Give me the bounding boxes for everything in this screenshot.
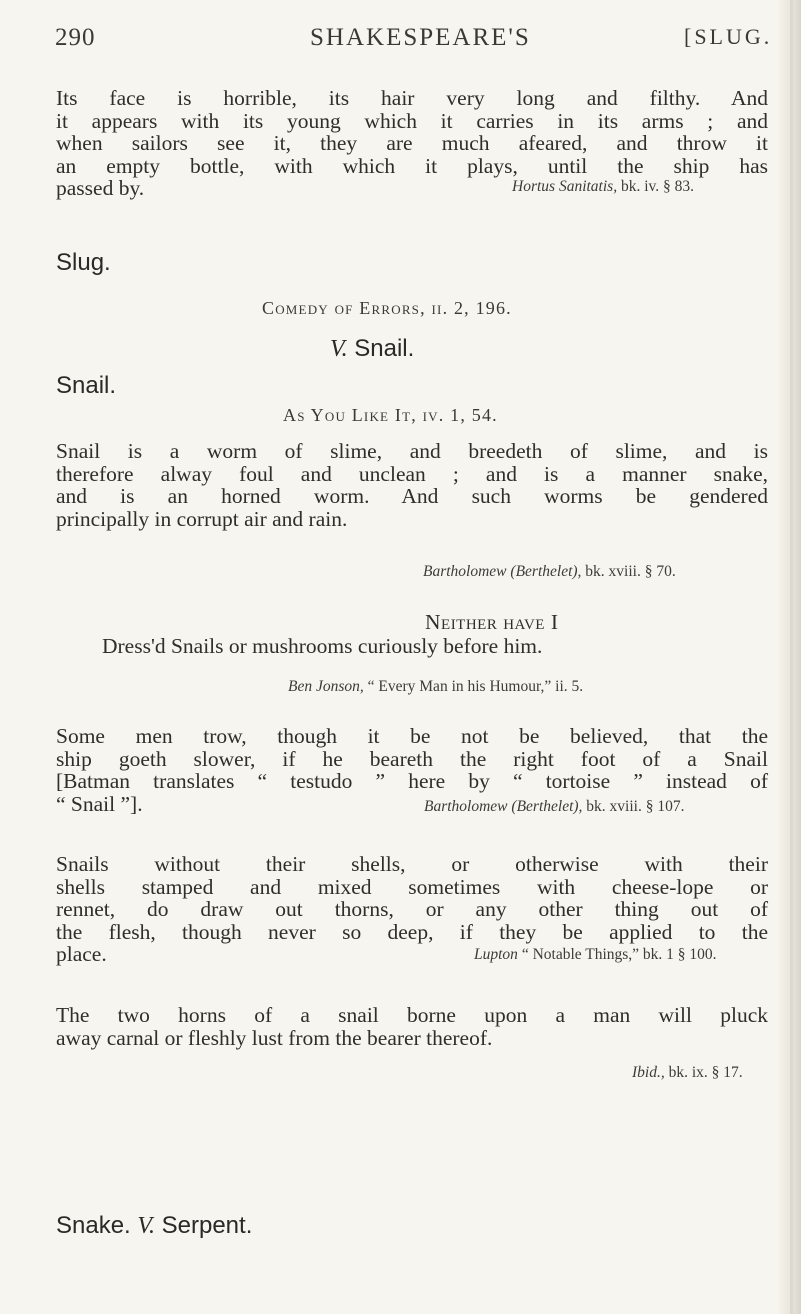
snake-heading: Snake. [56, 1212, 131, 1239]
quote-line: it appears with its young which it carries in its arms ; and [56, 108, 768, 133]
quote-line: and is an horned worm. And such worms be gendered [56, 484, 768, 508]
cite-ref: bk. xviii. § 70. [585, 563, 676, 580]
quote-line: shells stamped and mixed sometimes with cheese-lope or [56, 874, 768, 899]
quote-line: therefore alway foul and unclean ; and is a manner snake, [56, 461, 768, 486]
quote-line: Some men trow, though it be not be believed, that the [56, 724, 768, 748]
see-also-reference [330, 335, 414, 363]
cite-paren: (Berthelet), [511, 798, 583, 815]
snail-quote-1 [56, 440, 768, 530]
page-edge-shadow [790, 0, 793, 1314]
citation [423, 563, 676, 581]
quote-line: rennet, do draw out thorns, or any other thing out of [56, 897, 768, 921]
cite-paren: (Berthelet), [510, 563, 582, 580]
quote-line: place. [56, 942, 107, 966]
quote-line: an empty bottle, with which it plays, until the ship has [56, 153, 768, 178]
entry-heading-snake [56, 1212, 252, 1240]
cite-source: Bartholomew [424, 798, 508, 815]
verse-line: Dress'd Snails or mushrooms curiously before him. [102, 634, 543, 658]
cite-source: Ben Jonson, [288, 678, 364, 695]
citation [474, 946, 717, 964]
cite-ref: bk. iv. § 83. [620, 178, 695, 195]
quote-line: principally in corrupt air and rain. [56, 506, 348, 531]
citation [424, 798, 684, 816]
quote-line: the flesh, though never so deep, if they be applied to the [56, 919, 768, 944]
running-title: SHAKESPEARE'S [310, 24, 531, 51]
vide-abbr: V. [137, 1213, 155, 1239]
quote-line: Its face is horrible, its hair very long and filthy. And [56, 86, 768, 110]
quote-line: [Batman translates “ testudo ” here by “ tortoise ” instead of [56, 769, 768, 793]
see-also-word: Snail. [354, 335, 415, 362]
quote-line: Snail is a worm of slime, and breedeth of slime, and is [56, 439, 768, 463]
citation [512, 178, 694, 196]
entry-heading-snail: Snail. [56, 372, 117, 399]
citation [288, 678, 583, 696]
quote-line: Snails without their shells, or otherwise with their [56, 852, 768, 876]
vide-abbr: V. [330, 336, 348, 362]
cite-ref: bk. ix. § 17. [668, 1064, 743, 1081]
cite-source: Bartholomew [423, 563, 507, 580]
citation [632, 1064, 743, 1082]
quote-line: “ Snail ”]. [56, 791, 143, 816]
running-section: [SLUG. [684, 24, 773, 49]
quote-line: passed by. [56, 176, 145, 200]
cite-source: Lupton [474, 946, 518, 963]
cite-ref: “ Every Man in his Humour,” ii. 5. [367, 678, 584, 695]
cite-ref: “ Notable Things,” bk. 1 § 100. [521, 946, 717, 963]
see-also-word: Serpent. [161, 1212, 253, 1239]
quote-line: The two horns of a snail borne upon a man will pluck [56, 1003, 768, 1027]
cite-source: Ibid., [632, 1064, 665, 1081]
snail-quote-4 [56, 1004, 768, 1049]
quote-line: when sailors see it, they are much afeared, and throw it [56, 131, 768, 155]
play-reference: Comedy of Errors, ii. 2, 196. [262, 298, 512, 318]
cite-source: Hortus Sanitatis, [512, 178, 618, 195]
quote-line: ship goeth slower, if he beareth the right foot of a Snail [56, 746, 768, 771]
page-number: 290 [55, 24, 96, 51]
cite-ref: bk. xviii. § 107. [586, 798, 685, 815]
verse-line: Neither have I [425, 610, 559, 634]
entry-heading-slug: Slug. [56, 249, 111, 276]
play-reference: As You Like It, iv. 1, 54. [283, 405, 498, 425]
quote-line: away carnal or fleshly lust from the bearer thereof. [56, 1025, 493, 1050]
